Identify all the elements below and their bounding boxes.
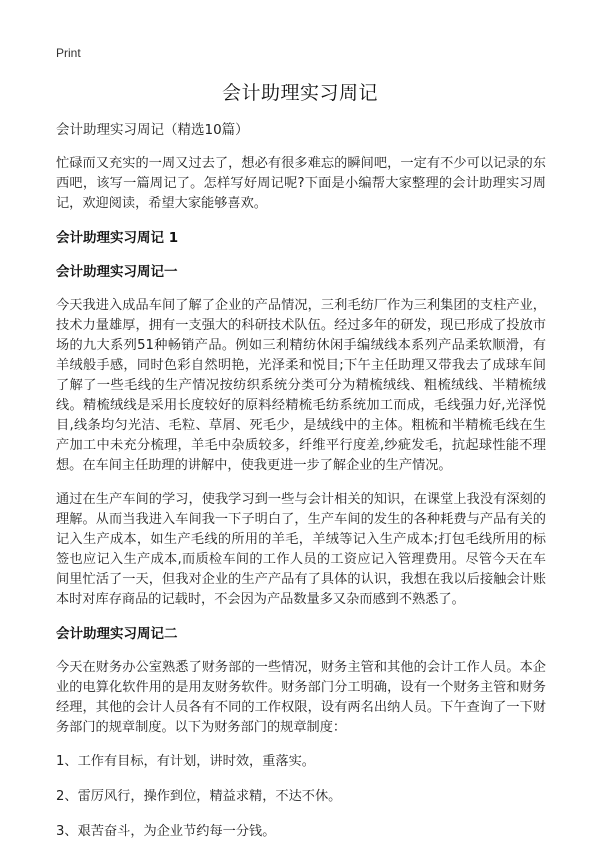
paragraph: 通过在生产车间的学习，使我学习到一些与会计相关的知识，在课堂上我没有深刻的理解。从而当我进入车间我一下子明白了，生产车间的发生的各种耗费与产品有关的记入生产成本，如生产毛线的所用的羊毛，羊绒等记入生产成本;打包毛线所用的标签也应记入生产成本,而质检车间的工作人员的工资应记入管理费用。尽管今天在车间里忙活了一天，但我对企业的生产产品有了具体的认识，我想在我以后接触会计账本时对库存商品的记载时，不会因为产品数量多又杂而感到不熟悉了。: [56, 492, 546, 607]
paragraph: 今天在财务办公室熟悉了财务部的一些情况，财务主管和其他的会计工作人员。本企业的电算化软件用的是用友财务软件。财务部门分工明确，设有一个财务主管和财务经理，其他的会计人员各有不同的工作权限，设有两名出纳人员。下午查询了一下财务部门的规章制度。以下为财务部门的规章制度：: [56, 660, 546, 735]
intro-paragraph: 忙碌而又充实的一周又过去了，想必有很多难忘的瞬间吧，一定有不少可以记录的东西吧，该写一篇周记了。怎样写好周记呢?下面是小编帮大家整理的会计助理实习周记，欢迎阅读，希望大家能够喜欢。: [56, 156, 546, 211]
rule-item: 1、工作有目标，有计划，讲时效，重落实。: [56, 754, 315, 769]
section-subheading-1: 会计助理实习周记一: [56, 264, 178, 280]
paragraph: 今天我进入成品车间了解了企业的产品情况，三利毛纺厂作为三利集团的支柱产业，技术力量雄厚，拥有一支强大的科研技术队伍。经过多年的研发，现已形成了投放市场的九大系列51种畅销产品。例如三利精纺休闲手编绒线本系列产品柔软顺滑，有羊绒般手感，同时色彩自然明艳，光泽柔和悦目;下午主任助理又带我去了成球车间了解了一些毛线的生产情况按纺织系统分类可分为精梳绒线、粗梳绒线、半精梳绒线。精梳绒线是采用长度较好的原料经精梳毛纺系统加工而成，毛线强力好,光泽悦目,线条均匀光洁、毛粒、草屑、死毛少，是绒线中的主体。粗梳和半精梳毛线在生产加工中未充分梳理，羊毛中杂质较多，纤维平行度差,纱疵发毛，抗起球性能不理想。在车间主任助理的讲解中，使我更进一步了解企业的生产情况。: [56, 298, 546, 473]
print-link[interactable]: Print: [56, 46, 81, 60]
section-heading-1: 会计助理实习周记 1: [56, 230, 179, 246]
rule-item: 2、雷厉风行，操作到位，精益求精，不达不休。: [56, 789, 342, 804]
article-content: [56, 120, 546, 857]
section-subheading-2: 会计助理实习周记二: [56, 626, 178, 642]
article-subtitle: 会计助理实习周记（精选10篇）: [56, 122, 249, 138]
rule-item: 3、艰苦奋斗，为企业节约每一分钱。: [56, 824, 276, 839]
page-title: 会计助理实习周记: [221, 82, 378, 104]
